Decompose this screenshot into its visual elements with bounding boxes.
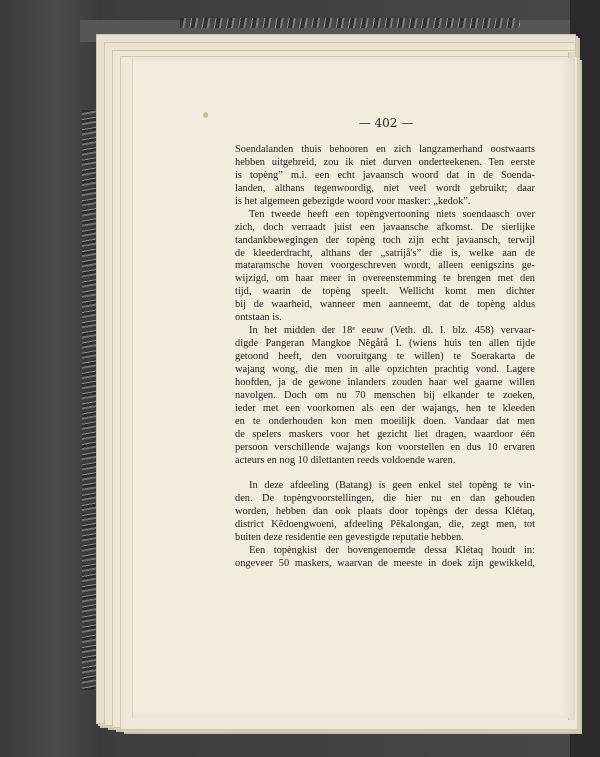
- text-line: ieder met een voorkomen als een der wajangs, hen te kleeden: [235, 402, 535, 414]
- text-line: digde Pangeran Mangkoe Nĕgårå I. (wiens huis ten allen tijde: [235, 338, 535, 350]
- book-page: [132, 58, 573, 718]
- text-line: ongeveer 50 maskers, waarvan de meeste in doek zijn gewikkeld,: [235, 558, 535, 570]
- text-line: hoofden, ja de gewone inlanders zouden haar wel gaarne willen: [235, 376, 535, 388]
- text-line: district Kĕdoengwoeni, afdeeling Pĕkalongan, die, zegt men, tot: [235, 519, 535, 531]
- text-line: persoon verschillende wajangs kon voorstellen en dus 10 ervaren: [235, 441, 535, 453]
- text-line: is het algemeen gebezigde woord voor masker: „kedok”.: [235, 195, 471, 207]
- text-line: de kleederdracht, althans der „satrijå's” die is, welke aan de: [235, 247, 535, 259]
- text-line: Een topèngkist der bovengenoemde dessa Klétaq houdt in:: [249, 545, 535, 557]
- text-line: is topèng” m.i. een echt javaansch woord dat in de Soenda-: [235, 169, 535, 181]
- text-line: getoond heeft, den vooruitgang te willen) te Soerakarta de: [235, 351, 535, 362]
- text-line: tijd, waarin de topèng speelt. Wellicht komt men dichter: [235, 286, 535, 298]
- paragraph: [235, 480, 535, 545]
- text-line: de spelers maskers voor het gezicht liet dragen, waardoor één: [235, 428, 535, 440]
- paragraph: [235, 325, 535, 467]
- text-line: landen, althans tegenwoordig, niet veel wordt gebruikt; daar: [235, 182, 535, 194]
- text-line: In deze afdeeling (Batang) is geen enkel stel topèng te vin-: [249, 480, 535, 492]
- text-line: Ten tweede heeft een topèngvertooning niets soendaasch over: [249, 208, 535, 220]
- text-line: zich, doch verraadt juist een javaansche afkomst. De sierlijke: [235, 221, 535, 233]
- text-line: wajang wong, die men in alle opzichten prachtig vond. Lagere: [235, 363, 535, 375]
- text-line: In het midden der 18ᵉ eeuw (Veth. dl. I. blz. 458) vervaar-: [249, 325, 535, 337]
- text-line: hebben uitgebreid, zou ik niet durven onderteekenen. Ten eerste: [235, 156, 535, 168]
- text-line: den. De topèngvoorstellingen, die hier nu en dan gehouden: [235, 493, 535, 505]
- text-line: tandankbewegingen der topèng toch zijn echt javaansch, terwijl: [235, 234, 535, 246]
- text-line: buiten deze residentie een gevestigde reputatie hebben.: [235, 532, 464, 544]
- text-line: Soendalanden thuis behooren en zich langzamerhand oostwaarts: [235, 144, 535, 155]
- paragraph: [235, 209, 535, 325]
- text-line: worden, hebben dan ook plaats door topèngs der dessa Klétaq,: [235, 506, 535, 518]
- paragraph: [235, 545, 535, 571]
- text-line: navolgen. Doch om nu 70 menschen bij elkander te zoeken,: [235, 389, 535, 401]
- text-line: bij de waarheid, wanneer men aanneemt, dat de topèng aldus: [235, 299, 535, 311]
- text-line: ontstaan is.: [235, 312, 282, 324]
- page-number: — 402 —: [358, 116, 414, 130]
- text-line: mataramsche hoven voorgeschreven wordt, alleen eenigszins ge-: [235, 260, 535, 272]
- text-line: wijzigd, om haar meer in overeenstemming te brengen met den: [235, 273, 535, 285]
- marbled-edge-top: [180, 18, 520, 28]
- paragraph: [235, 144, 535, 209]
- paragraph-gap: [235, 467, 535, 480]
- marbled-edge-left: [82, 110, 96, 690]
- text-line: acteurs en nog 10 dilettanten reeds voldoende waren.: [235, 454, 456, 466]
- body-text: [235, 144, 535, 571]
- text-line: en te onderhouden kon men moeilijk doen. Vandaar dat men: [235, 415, 535, 427]
